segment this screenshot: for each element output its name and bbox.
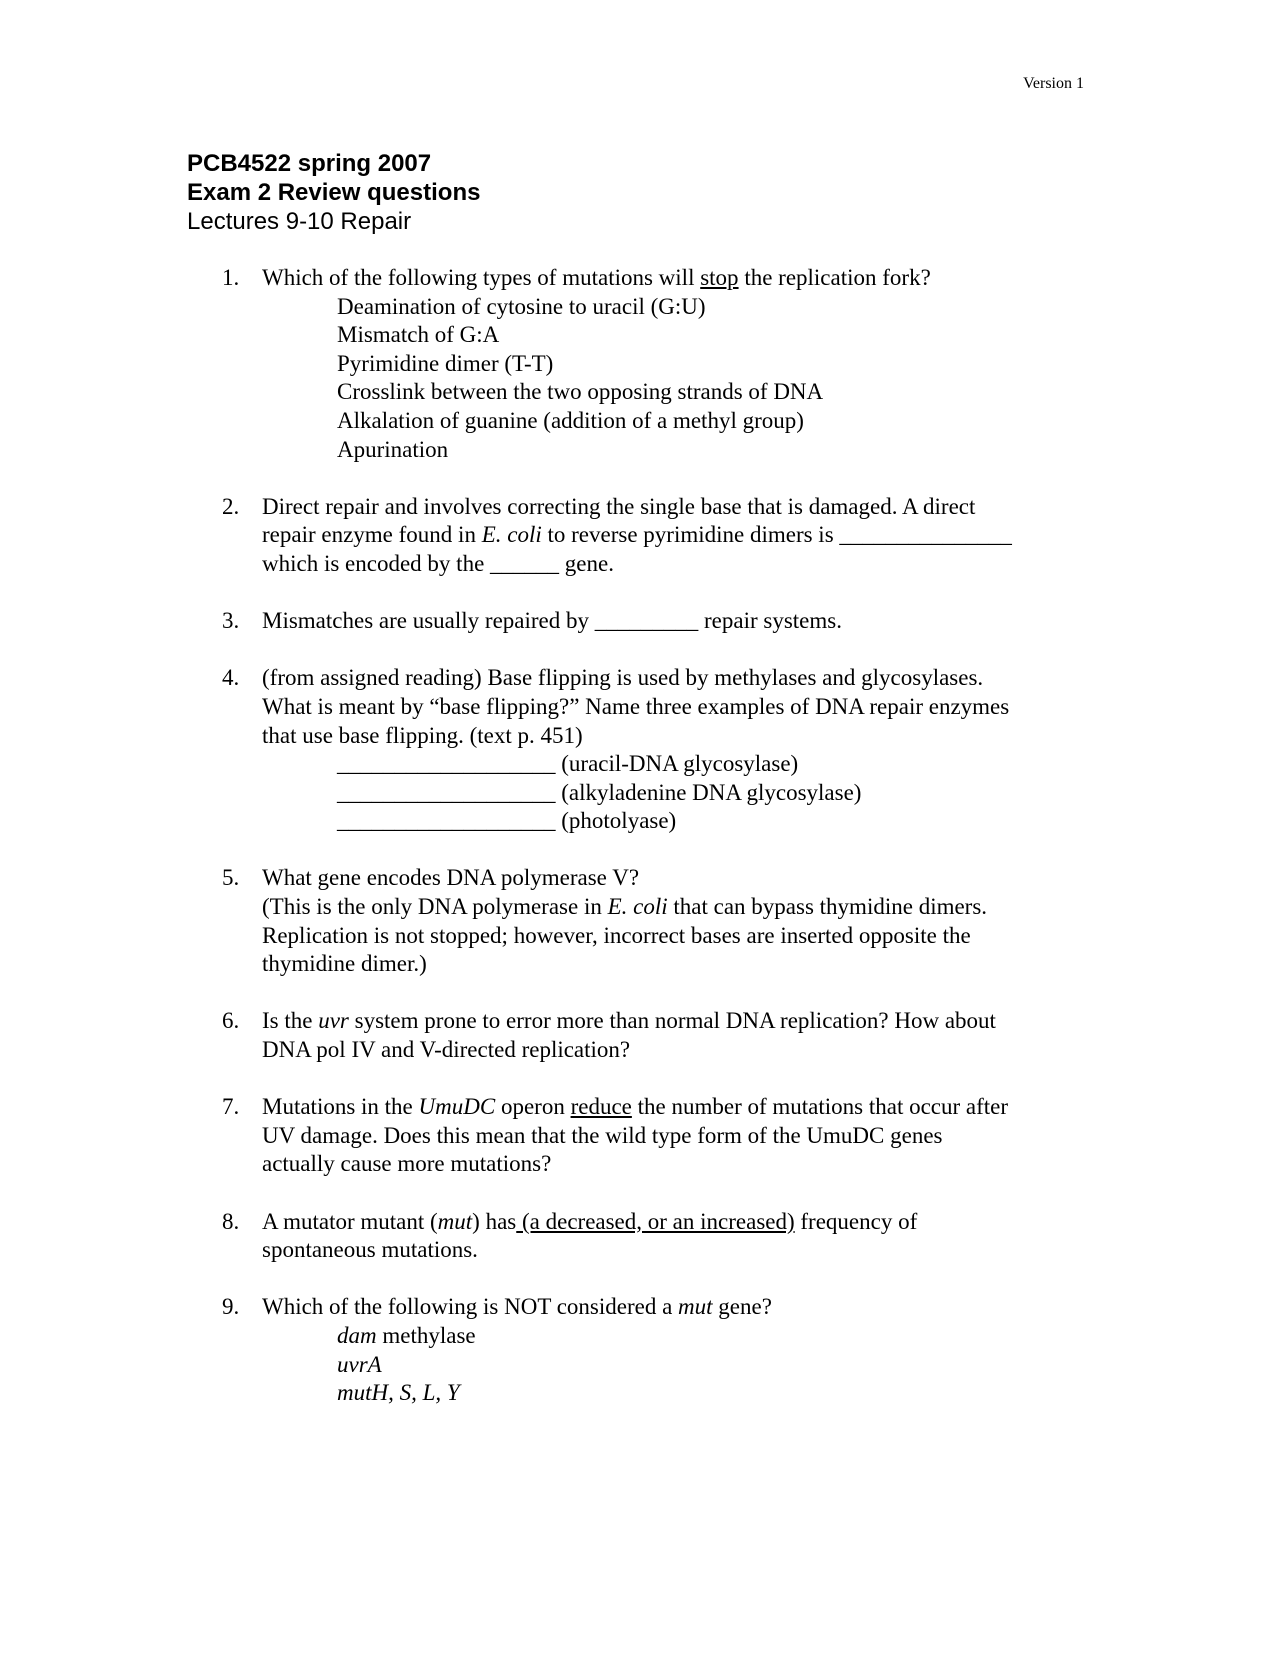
- question-2: [187, 493, 1087, 579]
- question-text-line: [262, 893, 1087, 922]
- question-text-line: [262, 1007, 1087, 1036]
- question-text-line: UV damage. Does this mean that the wild type form of the UmuDC genes: [262, 1122, 943, 1148]
- answer-option: Apurination: [337, 436, 449, 462]
- question-4: [187, 664, 1087, 836]
- italic-text: mut: [678, 1294, 713, 1320]
- text-segment: that can bypass thymidine dimers.: [667, 894, 988, 920]
- answer-blank: ___________________ (alkyladenine DNA glycosylase): [337, 779, 862, 805]
- italic-text: UmuDC: [418, 1094, 496, 1120]
- answer-option: Pyrimidine dimer (T-T): [337, 350, 554, 376]
- exam-title: Exam 2 Review questions: [187, 179, 481, 206]
- question-text-line: that use base flipping. (text p. 451): [262, 722, 583, 748]
- text-segment: Which of the following is NOT considered a: [262, 1294, 679, 1320]
- question-text: [262, 264, 1087, 293]
- text-segment: operon: [495, 1094, 571, 1120]
- italic-text: dam: [337, 1322, 377, 1348]
- question-text-line: Direct repair and involves correcting the single base that is damaged. A direct: [262, 493, 976, 519]
- question-8: [187, 1208, 1087, 1265]
- answer-option: [262, 1379, 1087, 1408]
- text-segment: repair enzyme found in: [262, 522, 482, 548]
- text-segment: gene?: [712, 1294, 772, 1320]
- question-text-line: actually cause more mutations?: [262, 1151, 552, 1177]
- question-7: [187, 1093, 1087, 1179]
- question-5: [187, 864, 1087, 978]
- question-text-line: Replication is not stopped; however, incorrect bases are inserted opposite the: [262, 922, 971, 948]
- answer-option: Mismatch of G:A: [337, 322, 500, 348]
- question-number: 3.: [222, 608, 240, 634]
- answer-option: Alkalation of guanine (addition of a methyl group): [337, 407, 804, 433]
- question-text-line: (from assigned reading) Base flipping is used by methylases and glycosylases.: [262, 665, 984, 691]
- version-label: Version 1: [1023, 75, 1084, 92]
- document-header: [187, 149, 480, 236]
- question-number: 6.: [222, 1008, 240, 1034]
- text-segment: to reverse pyrimidine dimers is _______________: [541, 522, 1012, 548]
- question-text-line: Mismatches are usually repaired by _________ repair systems.: [262, 608, 842, 634]
- italic-text: uvrA: [337, 1351, 382, 1377]
- text-segment: the replication fork?: [738, 265, 931, 290]
- text-segment: the number of mutations that occur after: [631, 1094, 1009, 1120]
- italic-text: mut: [437, 1208, 473, 1234]
- question-text-line: [262, 1293, 1087, 1322]
- question-text-line: What gene encodes DNA polymerase V?: [262, 865, 640, 891]
- question-text-line: [262, 1208, 1087, 1237]
- text-segment: frequency of: [794, 1208, 918, 1234]
- question-number: 1.: [222, 265, 240, 290]
- question-text-line: [262, 1093, 1087, 1122]
- text-segment: Mutations in the: [262, 1094, 419, 1120]
- text-segment: Which of the following types of mutations will: [262, 265, 701, 290]
- question-text-line: What is meant by “base flipping?” Name three examples of DNA repair enzymes: [262, 693, 1010, 719]
- question-number: 5.: [222, 865, 240, 891]
- question-9: [187, 1293, 1087, 1407]
- question-text-line: which is encoded by the ______ gene.: [262, 550, 614, 576]
- text-segment: A mutator mutant (: [262, 1208, 438, 1234]
- lectures-subtitle: Lectures 9-10 Repair: [187, 208, 412, 235]
- answer-option: [262, 1351, 1087, 1380]
- question-text-line: [262, 521, 1087, 550]
- answer-option: Crosslink between the two opposing strands of DNA: [337, 379, 824, 405]
- italic-text: uvr: [318, 1008, 349, 1034]
- question-text-line: DNA pol IV and V-directed replication?: [262, 1037, 631, 1063]
- question-3: [187, 607, 1087, 636]
- answer-option: [262, 1322, 1087, 1351]
- text-segment: ) has: [472, 1208, 517, 1234]
- answer-option: Deamination of cytosine to uracil (G:U): [337, 293, 706, 319]
- question-number: 4.: [222, 665, 240, 691]
- course-title: PCB4522 spring 2007: [187, 150, 432, 177]
- question-list: [187, 264, 1087, 1436]
- question-number: 7.: [222, 1094, 240, 1120]
- question-text-line: thymidine dimer.): [262, 951, 427, 977]
- question-number: 9.: [222, 1294, 240, 1320]
- text-segment: system prone to error more than normal DNA replication? How about: [348, 1008, 996, 1034]
- italic-text: E. coli: [481, 522, 542, 548]
- question-text-line: spontaneous mutations.: [262, 1237, 478, 1263]
- question-1: [187, 264, 1087, 464]
- underlined-text: reduce: [570, 1094, 632, 1120]
- text-segment: methylase: [376, 1322, 476, 1348]
- question-number: 2.: [222, 493, 240, 519]
- underlined-text: stop: [700, 265, 739, 290]
- underlined-text: (a decreased, or an increased): [516, 1208, 795, 1234]
- text-segment: Is the: [262, 1008, 319, 1034]
- answer-blank: ___________________ (photolyase): [337, 808, 677, 834]
- question-number: 8.: [222, 1208, 240, 1234]
- question-6: [187, 1007, 1087, 1064]
- italic-text: E. coli: [607, 894, 668, 920]
- text-segment: (This is the only DNA polymerase in: [262, 894, 608, 920]
- answer-blank: ___________________ (uracil-DNA glycosylase): [337, 751, 799, 777]
- italic-text: mutH, S, L, Y: [337, 1380, 460, 1406]
